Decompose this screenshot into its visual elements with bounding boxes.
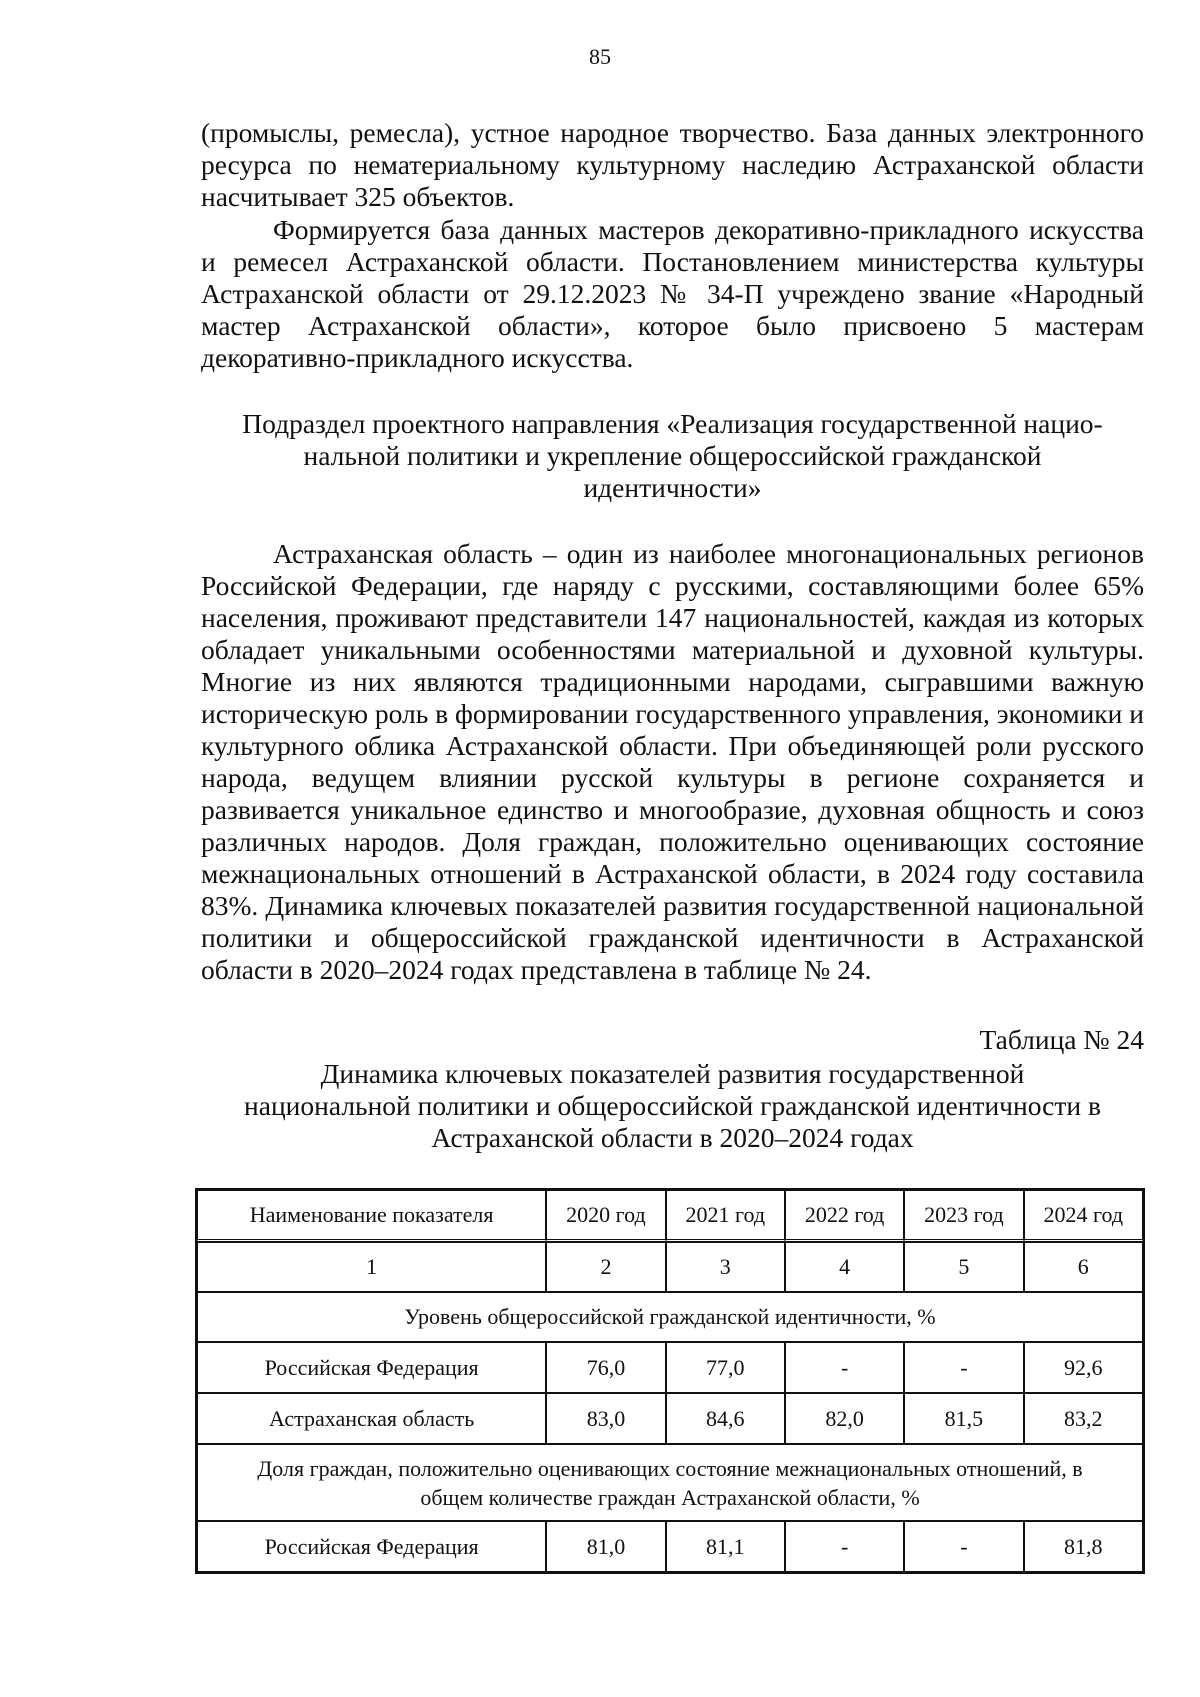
column-number-cell: 2: [546, 1242, 665, 1292]
value-cell: 84,6: [666, 1393, 785, 1444]
paragraph-intangible-heritage: [201, 117, 1144, 213]
subsection-heading: [201, 408, 1144, 504]
table-group-row: [197, 1444, 1143, 1521]
row-label-cell: Астраханская область: [197, 1393, 546, 1444]
value-cell: 82,0: [785, 1393, 904, 1444]
header-cell: 2020 год: [546, 1190, 665, 1242]
row-label-cell: Российская Федерация: [197, 1342, 546, 1393]
value-cell: 92,6: [1024, 1342, 1143, 1393]
table-title-line: Динамика ключевых показателей развития государственной: [320, 1058, 1025, 1089]
paragraph-multinational-region: [201, 538, 1144, 986]
table-column-numbers-row: [197, 1242, 1143, 1292]
table-group-row: [197, 1292, 1143, 1342]
indicators-table: [195, 1188, 1145, 1574]
group-heading-line: общем количестве граждан Астраханской области, %: [420, 1484, 920, 1510]
heading-line: идентичности»: [583, 472, 762, 503]
table-title-line: Астраханской области в 2020–2024 годах: [431, 1122, 914, 1153]
group-heading-identity: Уровень общероссийской гражданской идентичности, %: [197, 1292, 1143, 1342]
group-heading-line: Доля граждан, положительно оценивающих состояние межнациональных отношений, в: [257, 1455, 1083, 1481]
table-label: Таблица № 24: [979, 1024, 1144, 1055]
paragraph-text: Астраханская область – один из наиболее многонациональных регионов Российской Федерации, где наряду с русскими, составляющими более 65% населения, проживают представители 147 национальностей, каждая из которых обладает уникальными особенностями материальной и духовной культуры. Многие из них являются традиционными народами, сыгравшими важную историческую роль в формировании государственного управления, экономики и культурного облика Астраханской области. При объединяющей роли русского народа, ведущем влиянии русской культуры в регионе сохраняется и развивается уникальное единство и многообразие, духовная общность и союз различных народов. Доля граждан, положительно оценивающих состояние межнациональных отношений в Астраханской области, в 2024 году составила 83%. Динамика ключевых показателей развития государственной национальной политики и общероссийской гражданской идентичности в Астраханской области в 2020–2024 годах представлена в таблице № 24.: [201, 538, 1144, 985]
column-number-cell: 1: [197, 1242, 546, 1292]
column-number-cell: 4: [785, 1242, 904, 1292]
value-cell: -: [904, 1342, 1023, 1393]
table-header-row: [197, 1190, 1143, 1242]
header-cell: 2024 год: [1024, 1190, 1143, 1242]
heading-line: Подраздел проектного направления «Реализация государственной нацио-: [242, 408, 1103, 439]
value-cell: 77,0: [666, 1342, 785, 1393]
paragraph-text: Формируется база данных мастеров декоративно-прикладного искусства и ремесел Астраханской области. Постановлением министерства культуры Астраханской области от 29.12.2023 № 34-П учреждено звание «Народный мастер Астраханской области», которое было присвоено 5 мастерам декоративно-прикладного искусства.: [201, 214, 1144, 373]
column-number-cell: 6: [1024, 1242, 1143, 1292]
page-number: 85: [589, 44, 611, 69]
value-cell: 76,0: [546, 1342, 665, 1393]
value-cell: 81,1: [666, 1521, 785, 1572]
value-cell: -: [785, 1521, 904, 1572]
row-label-cell: Российская Федерация: [197, 1521, 546, 1572]
header-cell: 2023 год: [904, 1190, 1023, 1242]
table-row: [197, 1342, 1143, 1393]
value-cell: 81,8: [1024, 1521, 1143, 1572]
heading-line: нальной политики и укрепление общероссийской гражданской: [303, 440, 1042, 471]
value-cell: -: [785, 1342, 904, 1393]
table-row: [197, 1393, 1143, 1444]
table-title: [201, 1058, 1144, 1154]
table-title-line: национальной политики и общероссийской гражданской идентичности в: [244, 1090, 1101, 1121]
header-cell: Наименование показателя: [197, 1190, 546, 1242]
value-cell: 81,0: [546, 1521, 665, 1572]
header-cell: 2022 год: [785, 1190, 904, 1242]
paragraph-masters-database: [201, 214, 1144, 374]
value-cell: 81,5: [904, 1393, 1023, 1444]
header-cell: 2021 год: [666, 1190, 785, 1242]
column-number-cell: 5: [904, 1242, 1023, 1292]
table-row: [197, 1521, 1143, 1572]
column-number-cell: 3: [666, 1242, 785, 1292]
value-cell: 83,0: [546, 1393, 665, 1444]
paragraph-text: (промыслы, ремесла), устное народное творчество. База данных электронного ресурса по нематериальному культурному наследию Астраханской области насчитывает 325 объектов.: [201, 117, 1144, 212]
value-cell: 83,2: [1024, 1393, 1143, 1444]
group-heading-interethnic: [197, 1444, 1143, 1521]
value-cell: -: [904, 1521, 1023, 1572]
